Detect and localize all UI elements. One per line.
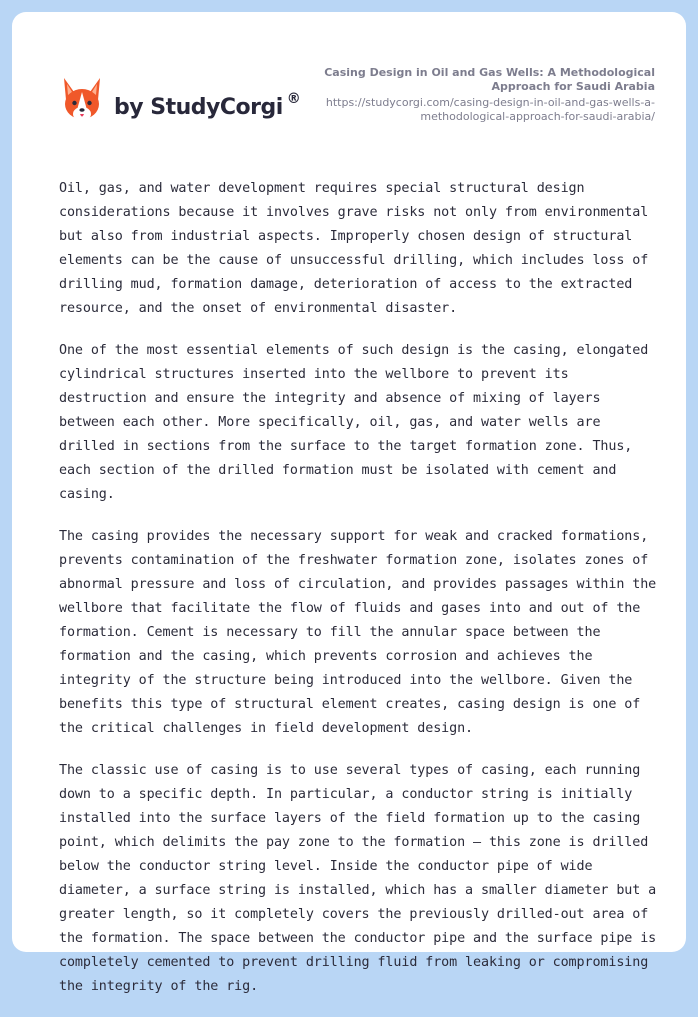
paragraph: Oil, gas, and water development requires special structural design considerations because it involves grave risks not only from environmental but also from industrial aspects. Improperly chosen design of structural elements can be the cause of unsuccessful drilling, which includes loss of drilling mud, formation damage, deterioration of access to the extracted resource, and the onset of environmental disaster. <box>59 181 649 316</box>
paragraph: The casing provides the necessary support for weak and cracked formations, prevents contamination of the freshwater formation zone, isolates zones of abnormal pressure and loss of circulation, and provides passages within the wellbore that facilitate the flow of fluids and gases into and out of the formation. Cement is necessary to fill the annular space between the formation and the casing, which prevents corrosion and achieves the integrity of the structure being introduced into the wellbore. Given the benefits this type of structural element creates, casing design is one of the critical challenges in field development design. <box>59 529 657 736</box>
brand-name: by StudyCorgi ® <box>114 91 301 120</box>
corgi-logo-icon <box>60 76 104 124</box>
document-page <box>12 12 686 994</box>
document-body <box>59 177 659 1017</box>
document-url[interactable]: https://studycorgi.com/casing-design-in-oil-and-gas-wells-a-methodological-approach-for-saudi-arabia/ <box>325 96 655 123</box>
paragraph: One of the most essential elements of such design is the casing, elongated cylindrical structures inserted into the wellbore to prevent its destruction and ensure the integrity and absence of mixing of layers between each other. More specifically, oil, gas, and water wells are drilled in sections from the surface to the target formation zone. Thus, each section of the drilled formation must be isolated with cement and casing. <box>59 343 649 502</box>
registered-mark: ® <box>286 91 301 107</box>
paragraph: The classic use of casing is to use several types of casing, each running down to a specific depth. In particular, a conductor string is initially installed into the surface layers of the field formation up to the casing point, which delimits the pay zone to the formation — this zone is drilled below the conductor string level. Inside the conductor pipe of wide diameter, a surface string is installed, which has a smaller diameter but a greater length, so it completely covers the previously drilled-out area of the formation. The space between the conductor pipe and the surface pipe is completely cemented to prevent drilling fluid from leaking or compromising the integrity of the rig. <box>59 763 657 994</box>
document-title: Casing Design in Oil and Gas Wells: A Methodological Approach for Saudi Arabia <box>324 66 655 93</box>
document-header <box>295 66 655 124</box>
